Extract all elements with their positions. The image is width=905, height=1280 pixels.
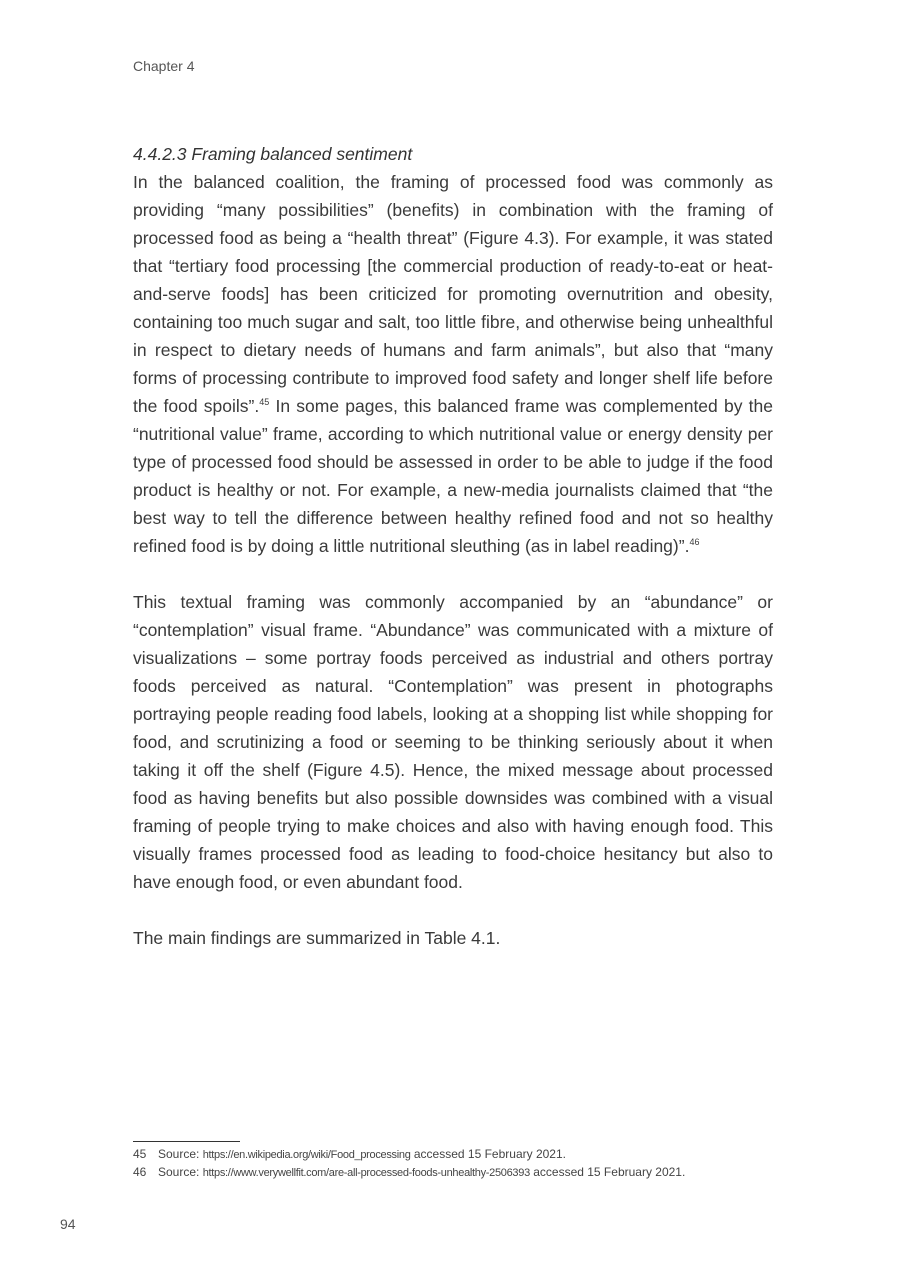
section-heading: 4.4.2.3 Framing balanced sentiment bbox=[133, 144, 413, 164]
footnote-link[interactable]: https://en.wikipedia.org/wiki/Food_processing bbox=[202, 1149, 411, 1161]
footnote-number: 46 bbox=[133, 1165, 147, 1179]
footnote-ref-46[interactable]: 46 bbox=[689, 537, 700, 548]
footnote-link[interactable]: https://www.verywellfit.com/are-all-processed-foods-unhealthy-2506393 bbox=[202, 1167, 530, 1179]
footnote-number: 45 bbox=[133, 1147, 147, 1161]
footnote-prefix: Source: bbox=[158, 1165, 203, 1179]
paragraph-1-text-a: In the balanced coalition, the framing of processed food was commonly as providing “many possibilities” (benefits) in combination with the framing of processed food as being a “health threat” (Figure 4.3). For example, it was stated that “tertiary food processing [the commercial production of ready-to-eat or heat-and-serve foods] has been criticized for promoting overnutrition and obesity, containing too much sugar and salt, too little fibre, and otherwise being unhealthful in respect to dietary needs of humans and farm animals”, but also that “many forms of processing contribute to improved food safety and longer shelf life before the food spoils”. bbox=[133, 172, 773, 416]
footnote-suffix: accessed 15 February 2021. bbox=[529, 1165, 686, 1179]
running-head: Chapter 4 bbox=[133, 58, 195, 74]
paragraph-1 bbox=[133, 168, 773, 560]
paragraph-3: The main findings are summarized in Table 4.1. bbox=[133, 928, 501, 948]
footnote-46 bbox=[133, 1164, 793, 1182]
paragraph-2: This textual framing was commonly accompanied by an “abundance” or “contemplation” visual frame. “Abundance” was communicated with a mixture of visualizations – some portray foods perceived as industrial and others portray foods perceived as natural. “Contemplation” was present in photographs portraying people reading food labels, looking at a shopping list while shopping for food, and scrutinizing a food or seeming to be thinking seriously about it when taking it off the shelf (Figure 4.5). Hence, the mixed message about processed food as having benefits but also possible downsides was combined with a visual framing of people trying to make choices and also with having enough food. This visually frames processed food as leading to food-choice hesitancy but also to have enough food, or even abundant food. bbox=[133, 592, 773, 892]
page-number: 94 bbox=[60, 1216, 76, 1232]
footnote-suffix: accessed 15 February 2021. bbox=[410, 1147, 566, 1161]
footnote-prefix: Source: bbox=[158, 1147, 203, 1161]
footnote-ref-45[interactable]: 45 bbox=[259, 397, 270, 408]
footnote-divider bbox=[133, 1141, 240, 1142]
footnotes bbox=[133, 1146, 793, 1182]
footnote-45 bbox=[133, 1146, 793, 1164]
main-content bbox=[133, 140, 773, 952]
paragraph-1-text-b: In some pages, this balanced frame was complemented by the “nutritional value” frame, according to which nutritional value or energy density per type of processed food should be assessed in order to be able to judge if the food product is healthy or not. For example, a new-media journalists claimed that “the best way to tell the difference between healthy refined food and not so healthy refined food is by doing a little nutritional sleuthing (as in label reading)”. bbox=[133, 396, 774, 556]
